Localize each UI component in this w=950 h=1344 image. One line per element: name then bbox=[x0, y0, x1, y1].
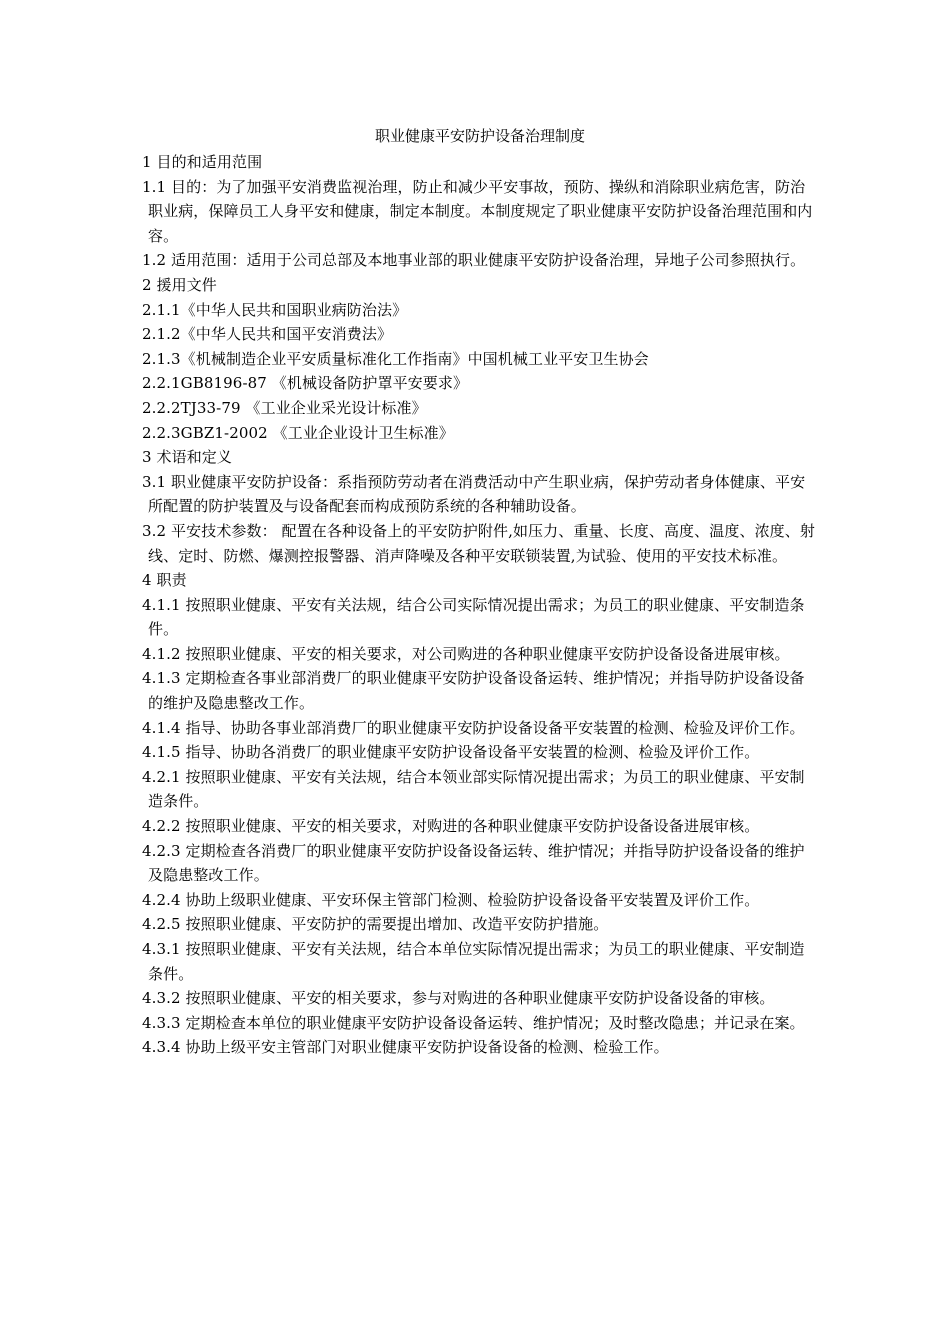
paragraph: 4.3.4 协助上级平安主管部门对职业健康平安防护设备设备的检测、检验工作。 bbox=[142, 1038, 669, 1057]
paragraph: 4.1.3 定期检查各事业部消费厂的职业健康平安防护设备设备运转、维护情况；并指导防护设备设备的维护及隐患整改工作。 bbox=[142, 669, 805, 713]
paragraph: 4.2.3 定期检查各消费厂的职业健康平安防护设备设备运转、维护情况；并指导防护设备设备的维护及隐患整改工作。 bbox=[142, 841, 805, 885]
paragraph: 2.2.3GBZ1-2002 《工业企业设计卫生标准》 bbox=[142, 423, 454, 442]
document-page bbox=[142, 123, 818, 1060]
paragraph: 4 职责 bbox=[142, 571, 187, 590]
paragraph: 4.1.1 按照职业健康、平安有关法规，结合公司实际情况提出需求；为员工的职业健康、平安制造条件。 bbox=[142, 595, 805, 639]
paragraph: 4.2.2 按照职业健康、平安的相关要求，对购进的各种职业健康平安防护设备设备进展审核。 bbox=[142, 817, 760, 836]
paragraph: 3 术语和定义 bbox=[142, 448, 233, 467]
paragraph: 2.2.1GB8196-87 《机械设备防护罩平安要求》 bbox=[142, 374, 469, 393]
paragraph: 3.2 平安技术参数： 配置在各种设备上的平安防护附件,如压力、重量、长度、高度、温度、浓度、射线、定时、防燃、爆测控报警器、消声降噪及各种平安联锁装置,为试验、使用的平安技术标准。 bbox=[142, 521, 815, 565]
paragraph: 4.3.2 按照职业健康、平安的相关要求，参与对购进的各种职业健康平安防护设备设备的审核。 bbox=[142, 989, 775, 1008]
paragraph: 1 目的和适用范围 bbox=[142, 153, 263, 171]
document-title: 职业健康平安防护设备治理制度 bbox=[374, 127, 585, 145]
paragraph: 2.2.2TJ33-79 《工业企业采光设计标准》 bbox=[142, 398, 427, 417]
document-body bbox=[142, 150, 818, 1060]
paragraph: 3.1 职业健康平安防护设备：系指预防劳动者在消费活动中产生职业病，保护劳动者身体健康、平安所配置的防护装置及与设备配套而构成预防系统的各种辅助设备。 bbox=[142, 472, 806, 516]
paragraph: 2 援用文件 bbox=[142, 275, 217, 294]
paragraph: 4.2.4 协助上级职业健康、平安环保主管部门检测、检验防护设备设备平安装置及评价工作。 bbox=[142, 890, 760, 909]
paragraph: 4.2.1 按照职业健康、平安有关法规，结合本领业部实际情况提出需求；为员工的职业健康、平安制造条件。 bbox=[142, 767, 805, 811]
paragraph: 4.3.3 定期检查本单位的职业健康平安防护设备设备运转、维护情况；及时整改隐患；并记录在案。 bbox=[142, 1013, 805, 1032]
paragraph: 4.1.4 指导、协助各事业部消费厂的职业健康平安防护设备设备平安装置的检测、检验及评价工作。 bbox=[142, 718, 805, 737]
paragraph: 2.1.3《机械制造企业平安质量标准化工作指南》中国机械工业平安卫生协会 bbox=[142, 349, 649, 368]
paragraph: 4.2.5 按照职业健康、平安防护的需要提出增加、改造平安防护措施。 bbox=[142, 915, 609, 934]
paragraph: 4.1.5 指导、协助各消费厂的职业健康平安防护设备设备平安装置的检测、检验及评价工作。 bbox=[142, 743, 760, 762]
paragraph: 2.1.1《中华人民共和国职业病防治法》 bbox=[142, 300, 408, 319]
paragraph: 2.1.2《中华人民共和国平安消费法》 bbox=[142, 325, 393, 344]
paragraph: 1.2 适用范围：适用于公司总部及本地事业部的职业健康平安防护设备治理，异地子公司参照执行。 bbox=[142, 251, 806, 270]
paragraph: 4.1.2 按照职业健康、平安的相关要求，对公司购进的各种职业健康平安防护设备设备进展审核。 bbox=[142, 644, 790, 663]
paragraph: 1.1 目的：为了加强平安消费监视治理，防止和减少平安事故，预防、操纵和消除职业病危害，防治职业病，保障员工人身平安和健康，制定本制度。本制度规定了职业健康平安防护设备治理范围和内容。 bbox=[142, 177, 813, 245]
paragraph: 4.3.1 按照职业健康、平安有关法规，结合本单位实际情况提出需求；为员工的职业健康、平安制造条件。 bbox=[142, 940, 805, 983]
